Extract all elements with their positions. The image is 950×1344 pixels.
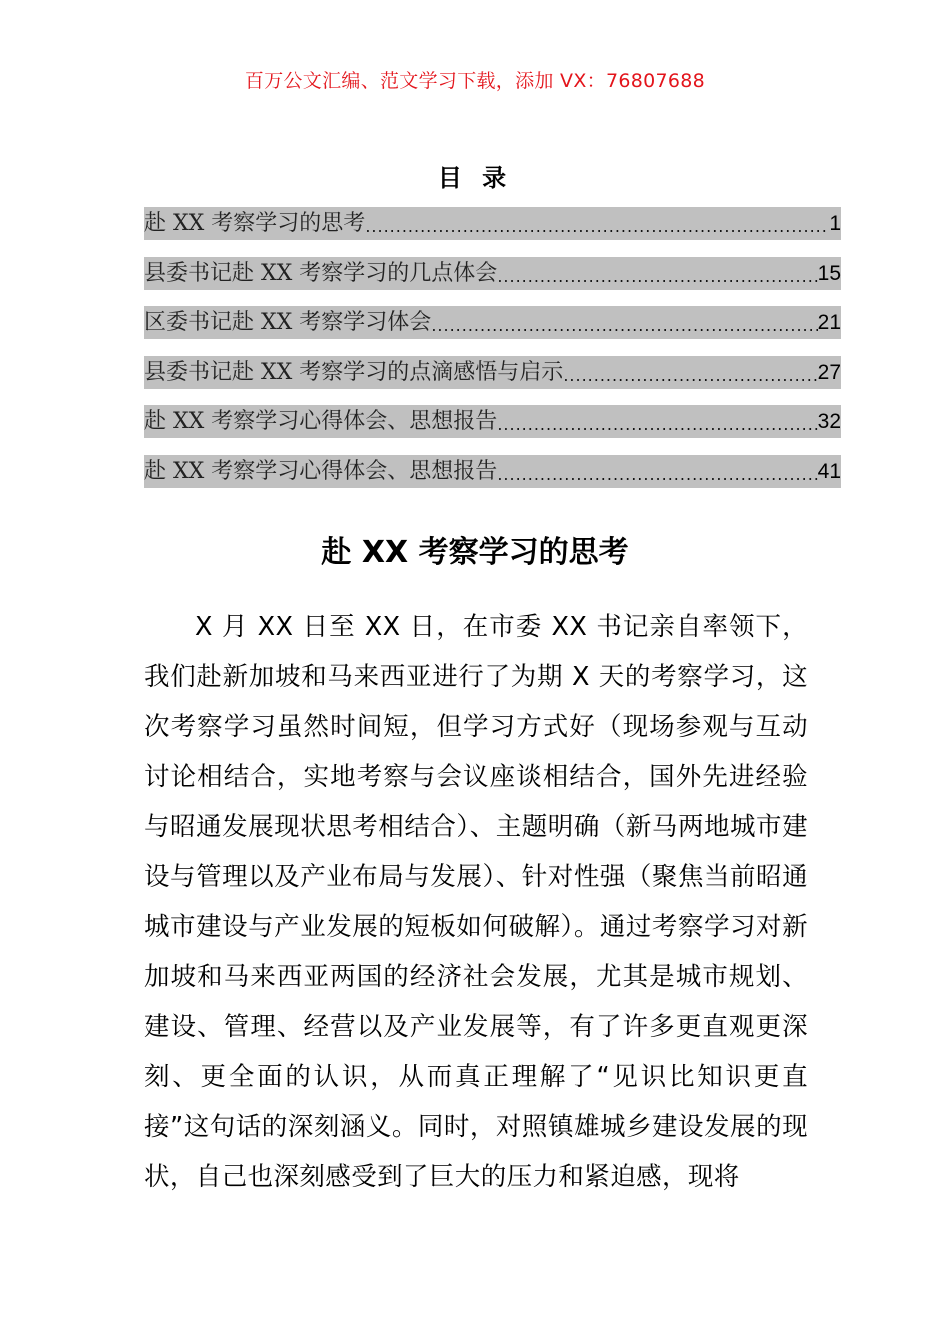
watermark-header: 百万公文汇编、范文学习下载，添加 VX：76807688 — [244, 70, 706, 92]
toc-entry-title: 赴 XX 考察学习的思考 — [144, 211, 366, 236]
toc-entry[interactable] — [144, 405, 841, 438]
toc-leader-dots — [497, 455, 817, 488]
toc-leader-dots — [431, 306, 817, 339]
toc-entry-title: 县委书记赴 XX 考察学习的点滴感悟与启示 — [144, 359, 564, 385]
toc-entry[interactable] — [144, 306, 841, 339]
toc-entry[interactable] — [144, 455, 841, 488]
toc-entry[interactable] — [144, 207, 841, 240]
toc-entry-page: 32 — [817, 410, 841, 433]
toc-entry-title: 县委书记赴 XX 考察学习的几点体会 — [144, 260, 498, 286]
toc-entry-page: 1 — [829, 212, 841, 235]
toc-entry-page: 21 — [817, 311, 841, 334]
toc-entry[interactable] — [144, 356, 841, 389]
table-of-contents — [144, 207, 841, 504]
toc-entry-title: 赴 XX 考察学习心得体会、思想报告 — [144, 458, 498, 484]
section-title: 赴 XX 考察学习的思考 — [321, 535, 629, 570]
toc-entry[interactable] — [144, 257, 841, 290]
body-paragraph: X 月 XX 日至 XX 日，在市委 XX 书记亲自率领下，我们赴新加坡和马来西亚进行了为期 X 天的考察学习，这次考察学习虽然时间短，但学习方式好（现场参观与互动讨论相结合，实地考察与会议座谈相结合，国外先进经验与昭通发展现状思考相结合）、主题明确（新马两地城市建设与管理以及产业布局与发展）、针对性强（聚焦当前昭通城市建设与产业发展的短板如何破解）。通过考察学习对新加坡和马来西亚两国的经济社会发展，尤其是城市规划、建设、管理、经营以及产业发展等，有了许多更直观更深刻、更全面的认识，从而真正理解了“见识比知识更直接”这句话的深刻涵义。同时，对照镇雄城乡建设发展的现状，自己也深刻感受到了巨大的压力和紧迫感，现将 — [144, 612, 808, 1192]
body-text — [144, 602, 808, 1202]
toc-leader-dots — [497, 405, 817, 438]
toc-title: 目 录 — [437, 164, 513, 192]
toc-leader-dots — [365, 207, 829, 240]
toc-leader-dots — [497, 257, 817, 290]
toc-entry-page: 41 — [817, 459, 841, 483]
toc-leader-dots — [563, 356, 817, 389]
toc-entry-title: 区委书记赴 XX 考察学习体会 — [144, 310, 432, 335]
toc-entry-title: 赴 XX 考察学习心得体会、思想报告 — [144, 409, 498, 434]
toc-entry-page: 27 — [817, 360, 841, 384]
toc-entry-page: 15 — [817, 261, 841, 285]
